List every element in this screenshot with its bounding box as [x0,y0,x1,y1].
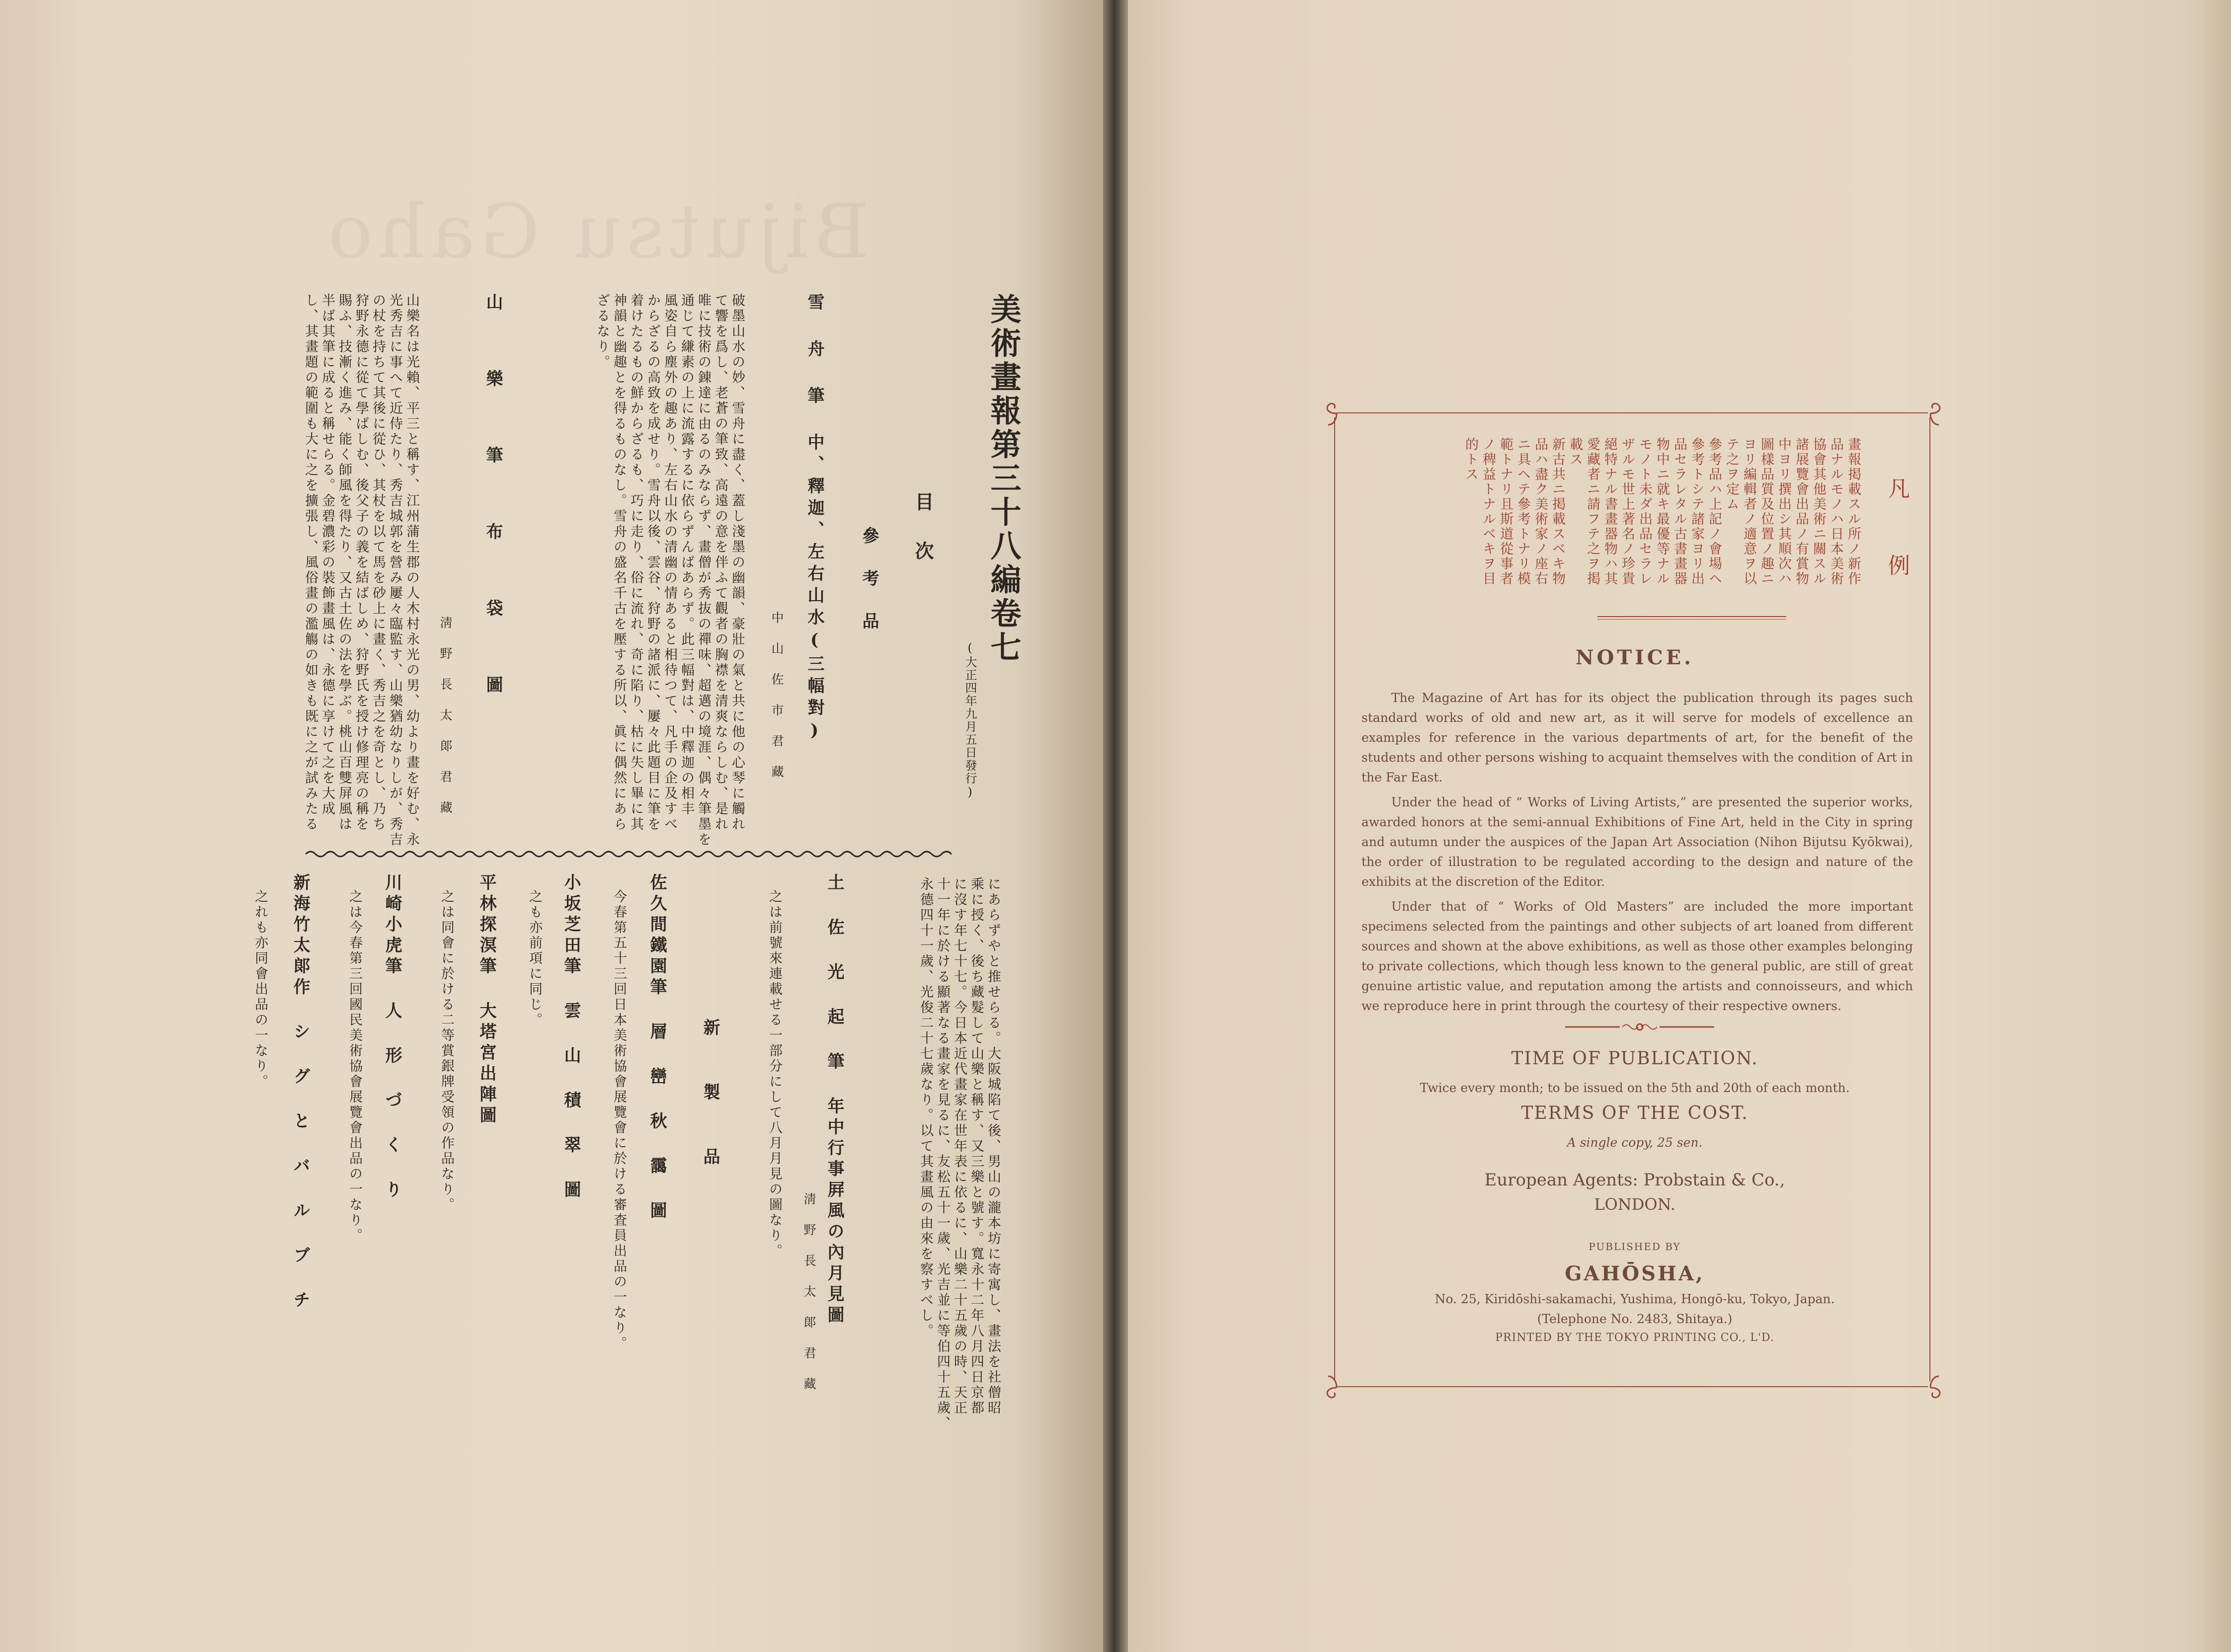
continuation-text-column: 十一年に於ける顯著なる畫家を見るに、友松五十一歲、光吉並に等伯四十五歲、 [935,877,950,1431]
issue-date: (大正四年九月五日發行) [963,641,977,800]
hanrei-column: 畫報掲載スル所ノ新作 [1845,437,1861,586]
sanraku-text-column: 狩野永德に從て學ばしむ、後父子の義を結ばしめ、狩野氏を授け修理亮の稱を [353,293,369,832]
hanrei-column: ニ具ヘテ參考トナリ模 [1515,437,1530,586]
ghost-show-through-title: Bijutsu Gaho [323,189,870,275]
agents-city: LONDON. [1594,1195,1675,1214]
book-spine [1103,0,1128,1652]
hanrei-column: ノ稗益トナルベキヲ目 [1480,437,1496,586]
frame-left [1334,417,1335,1381]
left-page [0,0,1103,1652]
continuation-text-column: 乘に授く、後ち藏髮して山樂と稱す、又三樂と號す。寬永十二年八月四日京都 [968,877,984,1416]
hanrei-column: 絕特ナル書畫器物ハ其 [1602,437,1617,586]
sanraku-text-column: 山樂名は光賴、平三と稱す、江州蒲生郡の人木村永光の男、幼より畫を好む、永 [404,293,419,848]
continuation-text-column: 永德四十一歲、光俊二十七歲なり。以て其畫風の由來を察すべし。 [918,877,933,1339]
hanrei-column: 協會其他美術ニ關スル [1811,437,1826,586]
hanrei-column: 物中ニ就キ最優等ナル [1654,437,1670,586]
hanrei-column: ヨリ編輯者ノ適意ヲ以 [1741,437,1756,586]
corner-ornament-top-left [1319,397,1354,432]
hanrei-column: 參考トシテ諸家ヨリ出 [1689,437,1704,586]
tosa-work-title: 土 佐 光 起 筆 年中行事屛風の內月見圖 [824,873,844,1327]
tosa-owner: 淸 野 長 太 郞 君 藏 [802,1192,816,1392]
hanrei-column: 載ス [1567,437,1583,467]
sanraku-text-column: の杖を持ちて其後に從ひ、其杖を以て馬を砂上に畫く、秀吉之を奇とし、乃ち [370,293,386,832]
publisher-telephone: (Telephone No. 2483, Shitaya.) [1537,1312,1733,1326]
sanraku-work-title: 山 樂 筆 布 袋 圖 [483,293,503,712]
hanrei-column: 圖樣品質及位置ノ趣ニ [1758,437,1774,586]
continuation-text-column: にあらずやと推せらる。大阪城陷て後、男山の瀧本坊に寄寓し、畫法を社僧昭 [985,877,1001,1416]
corner-ornament-bottom-right [1913,1369,1948,1404]
hanrei-column: 的トス [1463,437,1478,482]
continuation-text-column: に沒す年七十七。今日本近代畫家在世年表に依るに、山樂二十五歲の時、天正 [952,877,967,1416]
printer-line: PRINTED BY THE TOKYO PRINTING CO., L'D. [1495,1332,1774,1344]
reference-heading: 參 考 品 [859,527,879,632]
sesshu-text-column: 風姿自ら塵外の趣あり、左右山水の清幽の情あると相待つて、凡手の企及すべ [662,293,677,832]
hanrei-column: 品ナルモノハ日本美術 [1828,437,1843,586]
sesshu-text-column: て響を爲し、老蒼の筆致、高遠の意を伴ふて觀者の胸襟を清爽ならしむ、是れ [713,293,728,832]
sanraku-text-column: 光秀吉に事へて近侍たり、秀吉城郭を營み屢々臨監す、山樂猶幼なりしが、秀吉 [387,293,402,848]
frame-right [1929,417,1930,1381]
sesshu-text-column: 唯に技術の錬達に由るのみならず、畫僧が秀抜の禪味、超邁の境涯、偶々筆墨を [696,293,711,848]
hanrei-column: 範トナリ且斯道從事者 [1498,437,1513,586]
hanrei-column: モノト未ダ出品セラレ [1637,437,1652,586]
notice-paragraphs [1361,688,1913,1021]
corner-ornament-top-right [1913,397,1948,432]
sanraku-owner: 淸 野 長 太 郞 君 藏 [438,616,453,815]
hanrei-column: 新古共ニ掲載スベキ物 [1550,437,1565,586]
sanraku-text-column: 賜ふ、技漸く進み、能く師風を得たり、又古土佐の法を學ぶ。桃山百雙屏風は [336,293,352,832]
notice-title: NOTICE. [1575,646,1694,669]
hanrei-heading: 凡 例 [1884,477,1910,591]
publisher-address: No. 25, Kiridōshi-sakamachi, Yushima, Hongō-ku, Tokyo, Japan. [1434,1292,1835,1306]
sesshu-text-column: 着けたるもの鮮からざるも、巧に走り、俗に流れ、奇に陷り、枯に失し畢に其 [628,293,643,832]
kosaka-note: 之も亦前項に同じ。 [527,889,542,1028]
corner-ornament-bottom-left [1319,1369,1354,1404]
terms-heading: TERMS OF THE COST. [1521,1103,1749,1123]
agents-line: European Agents: Probstain & Co., [1484,1170,1785,1190]
ornamental-rule [1560,1021,1719,1033]
toc-heading: 目 次 [912,492,934,564]
hanrei-column: 品セラレタル古書畫器 [1672,437,1687,586]
notice-paragraph: Under that of “ Works of Old Masters” are included the more important specimens selected from the paintings and other subjects of art loaned from different sources and shown at the above exhibitions, as well as those other examples belonging to private collections, which though less known to the general public, are still of great genuine artistic value, and reputation among the artists and connoisseurs, and which we reproduce here in print through the courtesy of their respective owners. [1361,899,1913,1013]
terms-text: A single copy, 25 sen. [1567,1135,1703,1150]
sakuma-work-title: 佐久間鐵園筆 層 巒 秋 靄 圖 [647,873,667,1222]
hirabayashi-work-title: 平林探溟筆 大塔宮出陣圖 [477,873,496,1127]
sanraku-text-column: 半ば其筆に成ると稱せらる。金碧濃彩の裝飾畫風は、永德に享けて之を大成 [319,293,335,817]
kosaka-work-title: 小坂芝田筆 雲 山 積 翠 圖 [561,873,581,1201]
sesshu-text-column: ざるなり。 [594,293,610,370]
sakuma-note: 今春第五十三回日本美術協會展覽會に於ける審査員出品の一なり。 [611,889,627,1351]
sesshu-owner: 中 山 佐 市 君 藏 [770,611,784,780]
sesshu-text-column: からざるの高致を成せり。雪舟以後、雲谷、狩野の諸派に、屢々此題目に筆を [645,293,660,832]
hanrei-column: 中ヨリ撰出シ其順次ハ [1776,437,1791,586]
divider-line-thin [1597,619,1786,620]
kawasaki-work-title: 川崎小虎筆 人 形 づ く り [382,873,402,1201]
hanrei-column: 參考品ハ上記ノ會場ヘ [1706,437,1722,586]
magazine-title: 美術畫報第三十八編卷七 [985,293,1022,665]
hanrei-column: 諸展覽會出品ノ有賞物 [1793,437,1809,586]
notice-paragraph: The Magazine of Art has for its object the publication through its pages such standard works of old and new art, as it will serve for models of excellence an examples for reference in the various departments of art, for the benefit of the students and other persons wishing to acquaint themselves with the condition of Art in the Far East. [1361,691,1913,785]
time-text: Twice every month; to be issued on the 5th and 20th of each month. [1420,1081,1850,1095]
frame-top [1337,412,1928,413]
publisher-name: GAHŌSHA, [1565,1262,1705,1285]
frame-bottom [1337,1386,1928,1387]
sanraku-text-column: し、其畫題の範圍も大に之を擴張し、風俗畫の濫觴の如きも既に之が試みたる [303,293,318,832]
hanrei-column: 愛藏者ニ請フテ之ヲ掲 [1585,437,1600,586]
hanrei-column: 品ハ盡ク美術家ノ座右 [1532,437,1548,586]
hanrei-column: ザルモ世上著名ノ珍貴 [1619,437,1635,586]
sesshu-text-column: 神韻と幽趣とを得るものなし。雪舟の盛名千古を壓する所以、眞に偶然にあら [611,293,627,832]
divider-line [1597,616,1786,617]
published-by: PUBLISHED BY [1589,1241,1681,1253]
sesshu-text-column: 通じて縑素の上に流露するに依らずんばあらず。此三幅對は、中釋迦の相丰 [679,293,694,817]
new-products-heading: 新 製 品 [700,1019,720,1179]
notice-paragraph: Under the head of “ Works of Living Artists,” are presented the superior works, awarded honors at the semi-annual Exhibitions of Fine Art, held in the City in spring and autumn under the auspices of the Japan Art Association (Nihon Bijutsu Kyōkwai), the order of illustration to be regulated according to the design and nature of the exhibits at the discretion of the Editor. [1361,795,1913,889]
wavy-divider [306,849,952,860]
kawasaki-note: 之は今春第三回國民美術協會展覽會出品の一なり。 [347,889,362,1244]
shinkai-work-title: 新海竹太郞作 シ グ と バ ル ブ チ [290,873,310,1312]
hirabayashi-note: 之は同會に於ける二等賞銀牌受領の作品なり。 [439,889,454,1213]
tosa-note: 之は前號來連載せる一部分にして八月月見の圖なり。 [767,889,782,1259]
sesshu-text-column: 破墨山水の妙、雪舟に盡く、蓋し淺墨の幽韻、豪壯の氣と共に他の心琴に觸れ [729,293,745,832]
shinkai-note: 之れも亦同會出品の一なり。 [252,889,268,1090]
sesshu-work-title: 雪 舟 筆 中、釋迦、左右山水(三幅對) [804,293,824,745]
hanrei-column: テ之ヲ定ム [1724,437,1739,512]
time-heading: TIME OF PUBLICATION. [1511,1048,1758,1069]
right-page [1128,0,2231,1652]
